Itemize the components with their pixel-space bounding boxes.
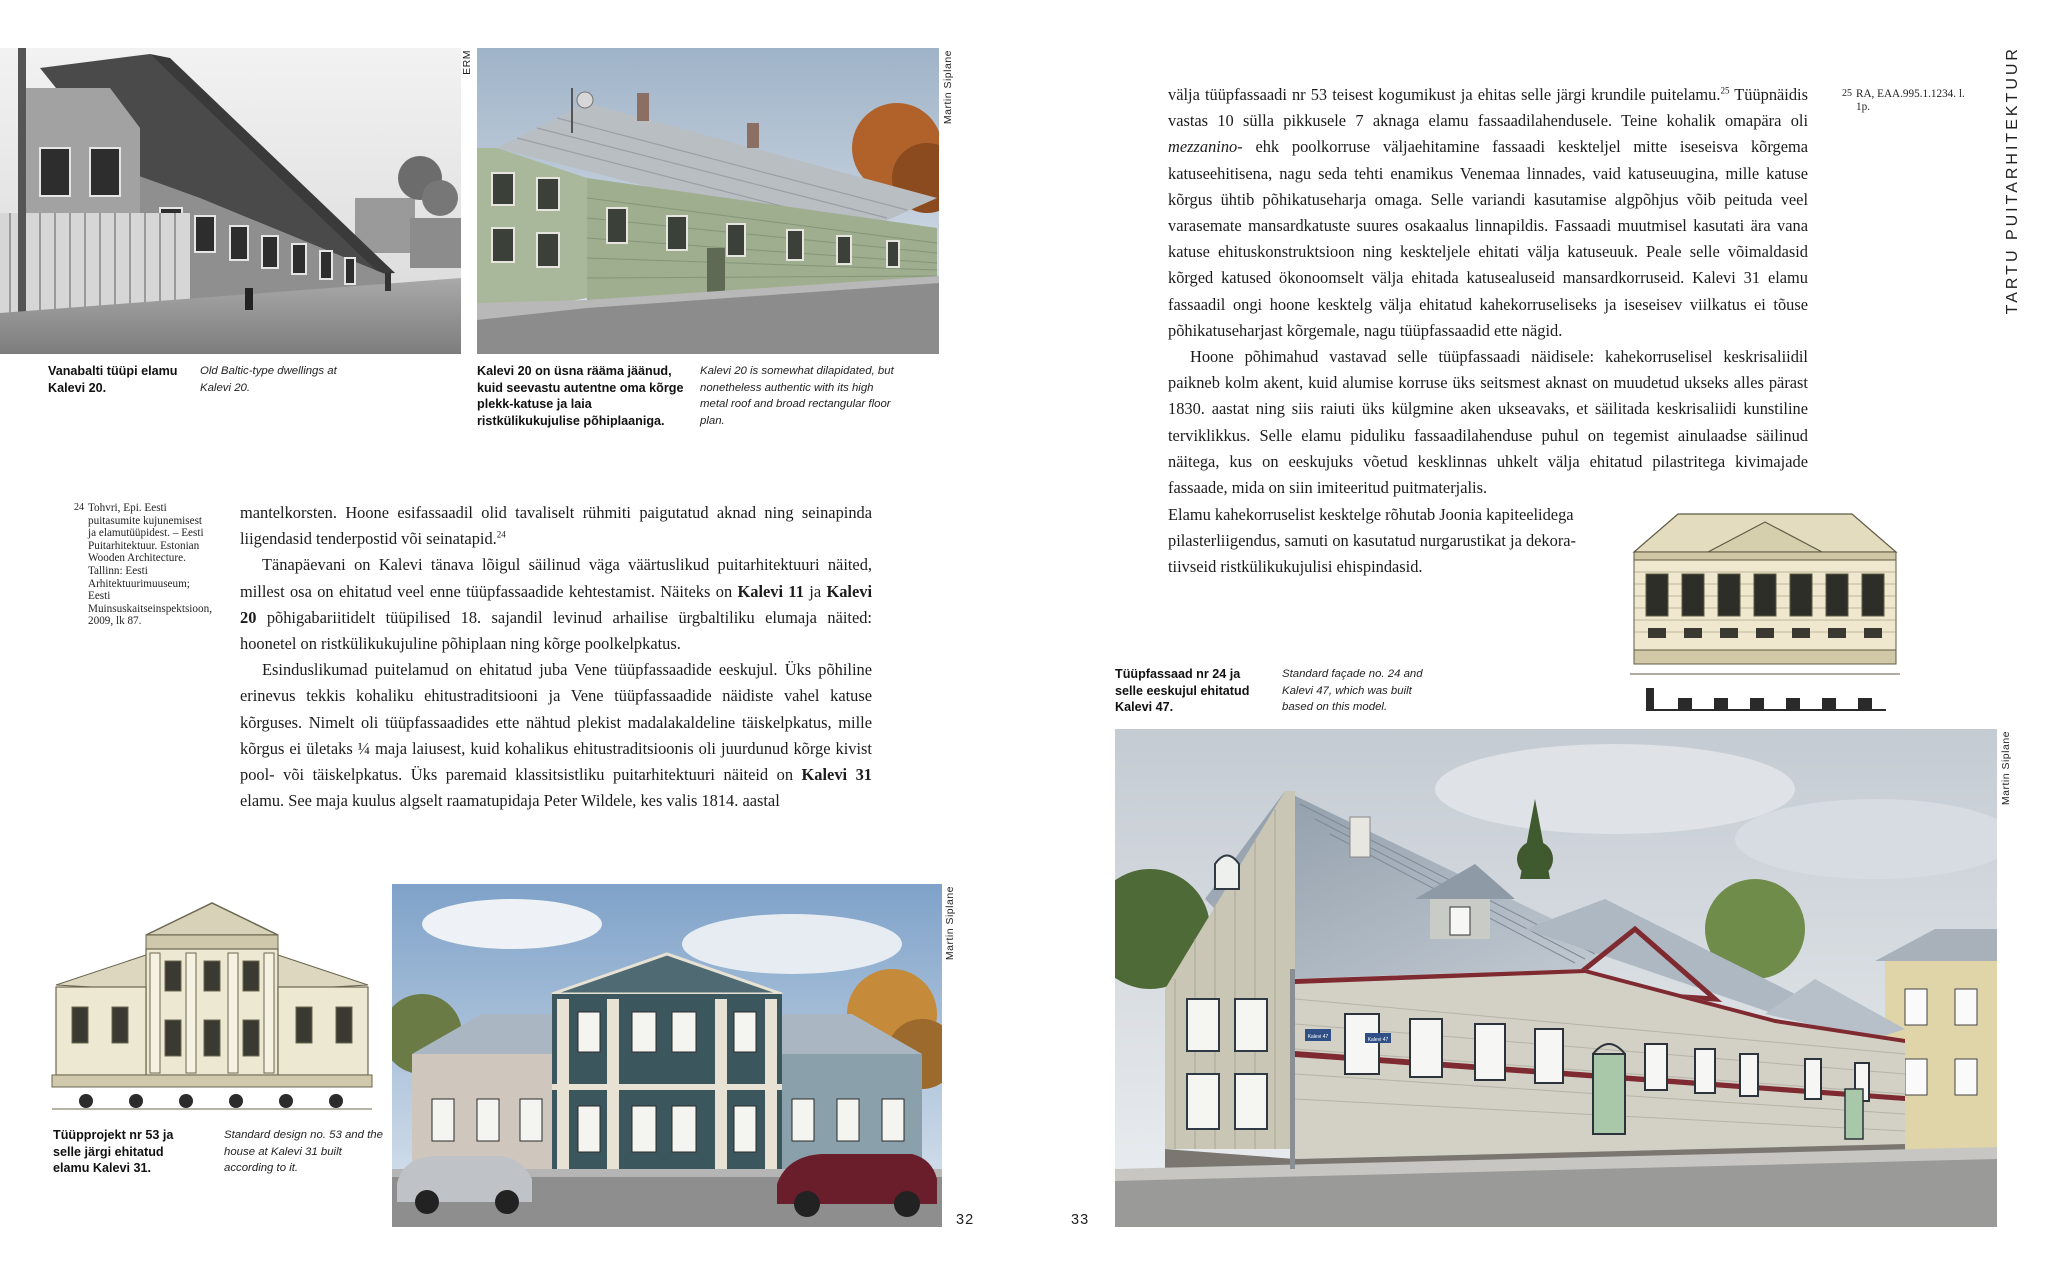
photo3-credit: Martin Siplane: [944, 886, 956, 961]
right-p1-b: Tüüpnäidis vastas 10 sülla pikkusele 7 aknaga elamu fassaadilahendusele. Teine kohalik omapära oli: [1168, 85, 1808, 131]
left-p1-text: mantelkorsten. Hoone esifassaadil olid tavaliselt rühmiti paigutatud aknad ning seinapinda liigendasid tenderpostid või seinatapid.: [240, 503, 872, 549]
left-body-text: [240, 500, 872, 814]
footnote-25: [1842, 88, 1976, 113]
left-p3-bold-kalevi31: Kalevi 31: [801, 765, 872, 785]
right-body-text: [1168, 82, 1808, 501]
footnote-25-number: 25: [1842, 88, 1852, 99]
footnote-25-text: RA, EAA.995.1.1234. l. 1p.: [1856, 88, 1965, 113]
left-p3-a: Esinduslikumad puitelamud on ehitatud juba Vene tüüpfassaadide eeskujul. Üks põhiline erinevus tekkis kohaliku ehitustraditsiooni ja Vene tüüpfassaadide näidiste vahel katuse kõrguses. Nimelt oli tüüpfassaadides ette nähtud plekist madalakaldeline täiskelpkatus, mille kõrgus ei ületaks ¼ maja laiusest, kuid kohalikus ehitustraditsioonis oli juurdunud kõrge kivist pool- või täiskelpkatus. Üks paremaid klassitsistliku puitarhitektuuri näiteid on: [240, 660, 872, 785]
left-p2-a: Tänapäevani on Kalevi tänava lõigul säilinud väga väärtuslikud puitarhitektuuri näited, millest osa on ehitatud veel enne tüüpfassaadide kehtestamist. Näiteks on: [240, 555, 872, 601]
drawing-53-caption-et: Tüüpprojekt nr 53 ja selle järgi ehitatud elamu Kalevi 31.: [53, 1128, 174, 1175]
right-p3-line3: tiivseid ristkülikukujulisi ehispindasid.: [1168, 557, 1423, 577]
photo1-credit: ERM: [461, 50, 473, 75]
left-p2-b: ja: [803, 581, 827, 601]
footnote-24-text: Tohvri, Epi. Eesti puitasumite kujunemisest ja elamutüüpidest. – Eesti Puitarhitektuur. Estonian Wooden Architecture. Tallinn: Eesti Arhitektuurimuuseum; Eesti Muinsuskaitseinspektsioon, 2009, lk 87.: [88, 502, 212, 628]
page-number-right: 33: [1071, 1212, 1090, 1228]
right-p2: Hoone põhimahud vastavad selle tüüpfassaadi näidisele: kahekorruselisel keskrisaliidil paikneb kolm akent, kuid alumise korruse üks seitsmest aknast on muudetud ukseks alles pärast 1830. aastat ning siis raiuti üks külgmine aken ukseavaks, et säilitada keskrisaliidi kunstiline terviklikkus. Selle elamu piduliku fassaadilahenduse puhul on tegemist ainulaadse säilinud näitega, kus on eeskujuks võetud kesklinnas uhkelt välja ehitatud pilastritega kivimajade fassaade, mida on siin imiteeritud puitmaterjalis.: [1168, 347, 1808, 498]
left-p2-c: põhigabariitidelt tüüpilised 18. sajandil levinud arhailise ürgbaltiliku elumaja näited: hoonetel on ristkülikukujuline põhiplaan ning kõrge poolkelpkatus.: [240, 607, 872, 654]
right-p1-a: välja tüüpfassaadi nr 53 teisest kogumikust ja ehitas selle järgi krundile puitelamu.: [1168, 85, 1721, 104]
right-body-text-narrow: [1168, 502, 1600, 581]
right-p1-italic-mezzanino: mezzanino: [1168, 137, 1238, 157]
page-number-left: 32: [956, 1212, 975, 1228]
photo1-caption-et: Vanabalti tüüpi elamu Kalevi 20.: [48, 364, 178, 395]
facade-24-caption-en: Standard façade no. 24 and Kalevi 47, which was built based on this model.: [1282, 668, 1423, 713]
photo-kalevi-47-credit: Martin Siplane: [2000, 731, 2012, 806]
drawing-standard-design-53: [46, 895, 378, 1115]
photo-kalevi-47: [1115, 729, 1997, 1227]
photo-kalevi-31: [392, 884, 942, 1227]
street-sign-1: Kalevi 47: [1307, 1034, 1329, 1040]
footnote-ref-24: 24: [496, 529, 506, 540]
running-head: TARTU PUITARHITEKTUUR: [2004, 46, 2021, 315]
right-p1-c: - ehk poolkorruse väljaehitamine fassaadi keskteljel mitte iseseisva kõrgema katuseehitisena, nagu seda tehti enamikus Venemaa linnades, vaid katuseuugina, mille katuse kõrgus ühtib põhikatuseharja omaga. Selle variandi kasutamise algpõhjus võib peituda veel varasemate mansardkatuste suures osakaalus linnapildis. Fassaadi muutmisel kasutati ära vana katuse ehituskonstruktsioon ning keskteljele ehitati välja katuseuuk. Peale selle võimaldasid kõrged katused ökonoomselt välja ehitada katusealuseid mansardkorruseid. Kalevi 31 elamu fassaadil ongi hoone kesktelg välja ehitatud kahekorruseliseks ja iseseisev viilkatus ei tõuse põhikatuseharjast kõrgemale, nagu tüüpfassaadid ette nägid.: [1168, 137, 1808, 340]
left-p2-bold-kalevi11: Kalevi 11: [737, 581, 804, 601]
right-p3-line2: pilasterliigendus, samuti on kasutatud nurgarustikat ja dekora-: [1168, 531, 1577, 551]
footnote-24-number: 24: [74, 502, 84, 513]
photo-kalevi-20-historic: [0, 48, 461, 354]
photo2-caption-en: Kalevi 20 is somewhat dilapidated, but nonetheless authentic with its high metal roof and broad rectangular floor plan.: [700, 365, 894, 427]
photo1-caption-en: Old Baltic-type dwellings at Kalevi 20.: [200, 365, 337, 394]
photo2-caption-et: Kalevi 20 on üsna rääma jäänud, kuid seevastu autentne oma kõrge plekk-katuse ja laia ristkülikukujulise põhiplaaniga.: [477, 364, 684, 428]
footnote-ref-25: 25: [1720, 85, 1730, 96]
footnote-24: [74, 502, 212, 628]
facade-24-caption-et: Tüüpfassaad nr 24 ja selle eeskujul ehitatud Kalevi 47.: [1115, 667, 1250, 714]
drawing-standard-facade-24: [1628, 510, 1902, 716]
photo2-credit: Martin Siplane: [942, 50, 954, 125]
left-p3-c: elamu. See maja kuulus algselt raamatupidaja Peter Wildele, kes valis 1814. aastal: [240, 791, 780, 811]
right-p3-line1: Elamu kahekorruselist kesktelge rõhutab Joonia kapiteelidega: [1168, 505, 1574, 524]
left-p2-bold-kalevi20: Kalevi 20: [240, 581, 873, 627]
photo-kalevi-20-current: [477, 48, 939, 354]
street-sign-2: Kalevi 47: [1367, 1037, 1389, 1043]
drawing-53-caption-en: Standard design no. 53 and the house at Kalevi 31 built according to it.: [224, 1129, 383, 1174]
